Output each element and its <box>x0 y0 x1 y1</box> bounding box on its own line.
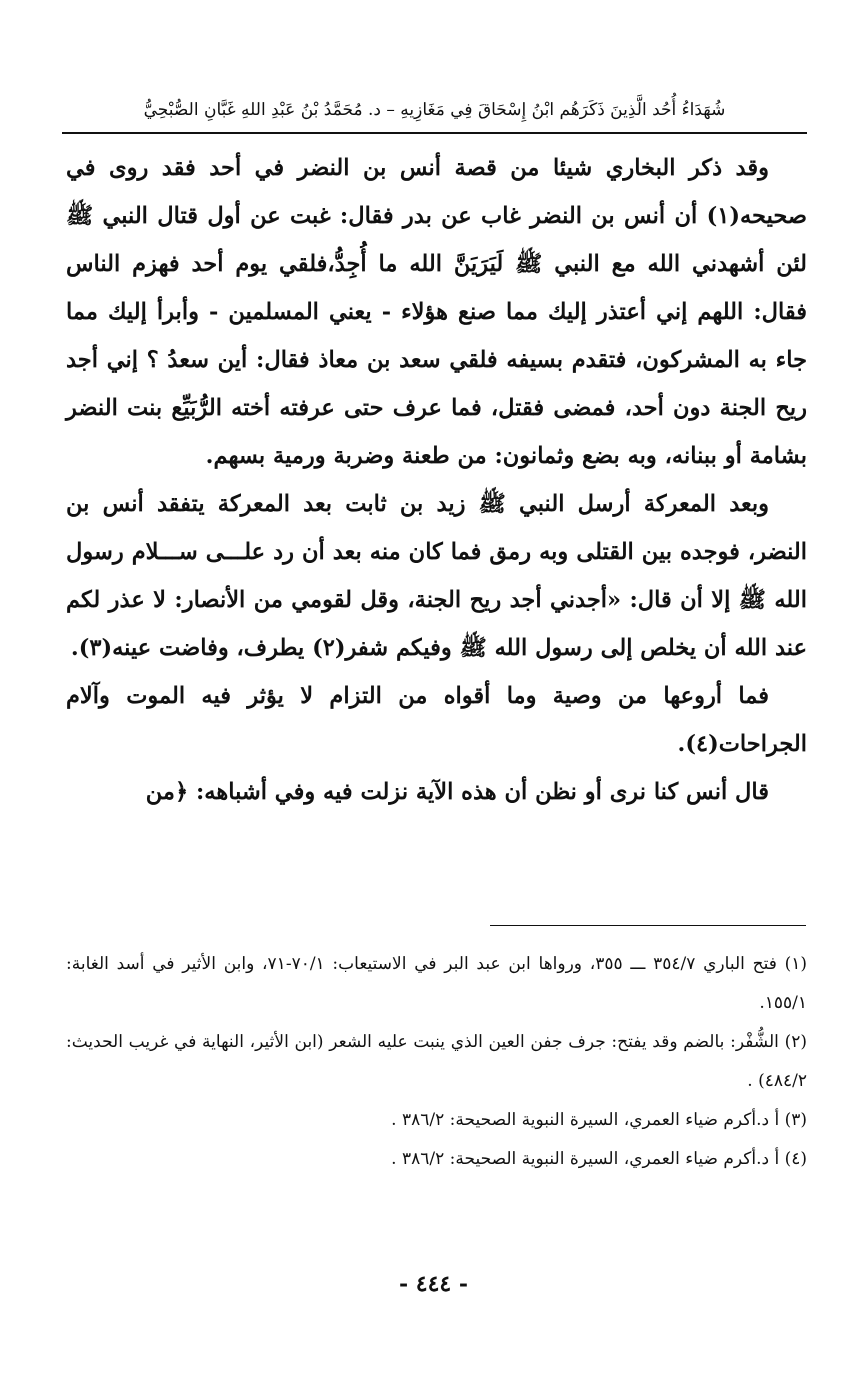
body-paragraph: قال أنس كنا نرى أو نظن أن هذه الآية نزلت فيه وفي أشباهه: ﴿من <box>145 779 769 805</box>
footnote: (٤) أ د.أكرم ضياء العمري، السيرة النبوية الصحيحة: ٣٨٦/٢ . <box>391 1149 807 1169</box>
body-paragraph: فما أروعها من وصية وما أقواه من التزام لا يؤثر فيه الموت وآلام الجراحات(٤). <box>66 683 807 757</box>
body-paragraph: وبعد المعركة أرسل النبي ﷺ زيد بن ثابت بعد المعركة يتفقد أنس بن النضر، فوجده بين القتلى وبه رمق فما كان منه بعد أن رد علـــى ســـلام رسول الله ﷺ إلا أن قال: «أجدني أجد ريح الجنة، وقل لقومي من الأنصار: لا عذر لكم عند الله أن يخلص إلى رسول الله ﷺ وفيكم شفر(٢) يطرف، وفاضت عينه(٣). <box>66 491 807 661</box>
running-header: شُهَدَاءُ أُحُد الَّذِينَ ذَكَرَهُم ابْنُ إِسْحَاقَ فِي مَغَازِيهِ – د. مُحَمَّدُ بْنُ عَبْدِ اللهِ غَبَّانِ الصُّبْحِيُّ <box>143 100 726 120</box>
footnote: (٣) أ د.أكرم ضياء العمري، السيرة النبوية الصحيحة: ٣٨٦/٢ . <box>391 1110 807 1130</box>
footnote: (٢) الشُّفْر: بالضم وقد يفتح: جرف جفن العين الذي ينبت عليه الشعر (ابن الأثير، النهاية في غريب الحديث: ٤٨٤/٢) . <box>66 1032 807 1091</box>
body-paragraph: وقد ذكر البخاري شيئا من قصة أنس بن النضر في أحد فقد روى في صحيحه(١) أن أنس بن النضر غاب عن بدر فقال: غبت عن أول قتال النبي ﷺ لئن أشهدني الله مع النبي ﷺ لَيَرَيَنَّ الله ما أُجِدُّ،فلقي يوم أحد فهزم الناس فقال: اللهم إني أعتذر إليك مما صنع هؤلاء - يعني المسلمين - وأبرأ إليك مما جاء به المشركون، فتقدم بسيفه فلقي سعد بن معاذ فقال: أين سعدُ ؟ إني أجد ريح الجنة دون أحد، فمضى فقتل، فما عرف حتى عرفته أخته الرُّبَيِّع بنت النضر بشامة أو ببنانه، وبه بضع وثمانون: من طعنة وضربة ورمية بسهم. <box>66 155 807 469</box>
footnote-divider <box>490 925 806 926</box>
footnotes <box>66 945 807 1179</box>
main-text <box>66 144 807 816</box>
footnote: (١) فتح الباري ٣٥٤/٧ ـــ ٣٥٥، ورواها ابن عبد البر في الاستيعاب: ٧٠/١-٧١، وابن الأثير في أسد الغابة: ١٥٥/١. <box>66 954 807 1013</box>
header-divider <box>62 132 807 134</box>
page-number: - ٤٤٤ - <box>398 1271 469 1297</box>
